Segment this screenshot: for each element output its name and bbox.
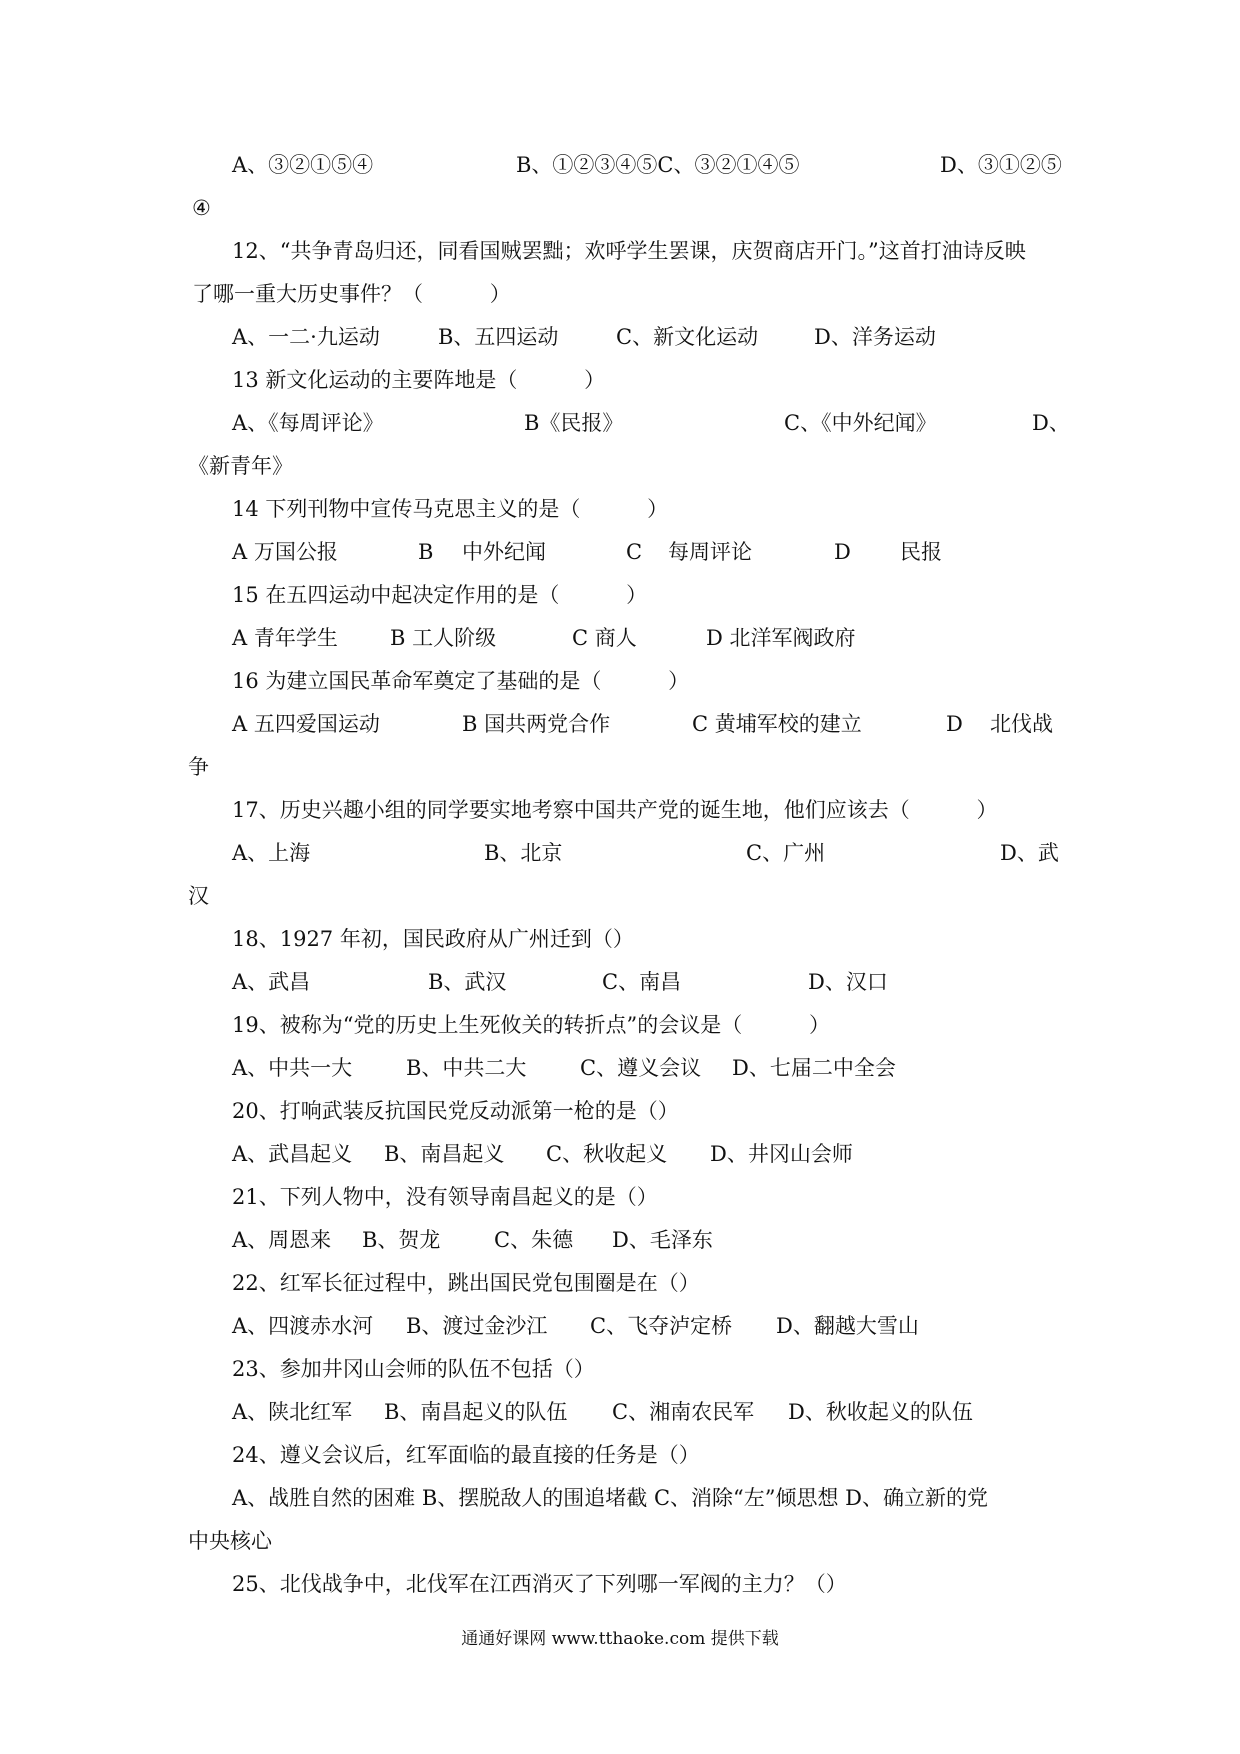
continuation: 中央核心 [188, 1529, 272, 1553]
continuation: 《新青年》 [188, 454, 293, 478]
option-c: C、湘南农民军 [612, 1400, 755, 1424]
option-d: D、洋务运动 [814, 325, 936, 349]
question-text: 25、北伐战争中，北伐军在江西消灭了下列哪一军阀的主力？（） [232, 1572, 847, 1596]
continuation: 汉 [188, 884, 209, 908]
option-d: D、汉口 [808, 970, 888, 994]
continuation: ④ [192, 196, 211, 220]
option-c: C、朱德 [494, 1228, 574, 1252]
text-line [0, 1520, 1240, 1563]
option-c: C、《中外纪闻》 [784, 411, 937, 435]
option-c-text: 每周评论 [668, 540, 752, 564]
option-d: D、翻越大雪山 [776, 1314, 919, 1338]
option-c: C、遵义会议 [580, 1056, 702, 1080]
text-line [0, 875, 1240, 918]
options-17 [0, 832, 1240, 875]
options-12 [0, 316, 1240, 359]
question-text: 12、“共争青岛归还，同看国贼罢黜；欢呼学生罢课，庆贺商店开门。”这首打油诗反映 [232, 239, 1026, 263]
question-text: 了哪一重大历史事件？（ ） [192, 282, 511, 306]
option-c: C、飞夺泸定桥 [590, 1314, 733, 1338]
option-d: D、③①②⑤ [940, 153, 1062, 177]
question-text: 22、红军长征过程中，跳出国民党包围圈是在（） [232, 1271, 700, 1295]
option-d: D、 [1032, 411, 1070, 435]
option-b: B《民报》 [524, 411, 624, 435]
question-12 [0, 230, 1240, 273]
option-d: D、井冈山会师 [710, 1142, 853, 1166]
text-line [0, 273, 1240, 316]
options-23 [0, 1391, 1240, 1434]
option-c: C 黄埔军校的建立 [692, 712, 862, 736]
text-line [0, 445, 1240, 488]
options-16 [0, 703, 1240, 746]
options-19 [0, 1047, 1240, 1090]
question-text: 20、打响武装反抗国民党反动派第一枪的是（） [232, 1099, 679, 1123]
question-13 [0, 359, 1240, 402]
option-d: D、武 [1000, 841, 1059, 865]
text-line [0, 144, 1240, 187]
question-text: 19、被称为“党的历史上生死攸关的转折点”的会议是（ ） [232, 1013, 830, 1037]
option-b: B 国共两党合作 [462, 712, 611, 736]
question-14 [0, 488, 1240, 531]
question-text: 17、历史兴趣小组的同学要实地考察中国共产党的诞生地，他们应该去（ ） [232, 798, 998, 822]
option-d-letter: D [946, 712, 963, 736]
question-25 [0, 1563, 1240, 1606]
option-a: A、③②①⑤④ [232, 153, 374, 177]
option-b: B、五四运动 [438, 325, 559, 349]
options-14 [0, 531, 1240, 574]
option-c: C、新文化运动 [616, 325, 759, 349]
option-d: D、秋收起义的队伍 [788, 1400, 973, 1424]
option-c: C、广州 [746, 841, 826, 865]
option-b: B、南昌起义的队伍 [384, 1400, 568, 1424]
option-d-text: 民报 [900, 540, 942, 564]
question-text: 21、下列人物中，没有领导南昌起义的是（） [232, 1185, 658, 1209]
option-c: C、南昌 [602, 970, 682, 994]
text-line [0, 187, 1240, 230]
option-c-letter: C [626, 540, 643, 564]
option-b-text: 中外纪闻 [462, 540, 546, 564]
question-20 [0, 1090, 1240, 1133]
options-text: A、战胜自然的困难 B、摆脱敌人的围追堵截 C、消除“左”倾思想 D、确立新的党 [232, 1486, 988, 1510]
option-d: D、毛泽东 [612, 1228, 713, 1252]
option-c: C 商人 [572, 626, 637, 650]
question-19 [0, 1004, 1240, 1047]
options-22 [0, 1305, 1240, 1348]
option-d: D、七届二中全会 [732, 1056, 896, 1080]
question-text: 13 新文化运动的主要阵地是（ ） [232, 368, 606, 392]
option-d: D 北洋军阀政府 [706, 626, 856, 650]
options-18 [0, 961, 1240, 1004]
option-a: A、四渡赤水河 [232, 1314, 374, 1338]
page-footer: 通通好课网 www.tthaoke.com 提供下载 [461, 1629, 779, 1649]
question-17 [0, 789, 1240, 832]
options-21 [0, 1219, 1240, 1262]
question-text: 16 为建立国民革命军奠定了基础的是（ ） [232, 669, 690, 693]
question-15 [0, 574, 1240, 617]
option-d-letter: D [834, 540, 851, 564]
text-line [0, 746, 1240, 789]
question-18 [0, 918, 1240, 961]
option-a: A、《每周评论》 [232, 411, 384, 435]
continuation: 争 [188, 755, 209, 779]
option-b: B、贺龙 [362, 1228, 441, 1252]
option-b: B 工人阶级 [390, 626, 497, 650]
option-a: A 五四爱国运动 [232, 712, 380, 736]
option-a: A、上海 [232, 841, 311, 865]
question-22 [0, 1262, 1240, 1305]
options-20 [0, 1133, 1240, 1176]
question-23 [0, 1348, 1240, 1391]
option-a: A 青年学生 [232, 626, 338, 650]
option-a: A、武昌起义 [232, 1142, 353, 1166]
question-text: 18、1927 年初，国民政府从广州迁到（） [232, 927, 634, 951]
options-24 [0, 1477, 1240, 1520]
option-a: A、陕北红军 [232, 1400, 353, 1424]
option-b: B、中共二大 [406, 1056, 527, 1080]
option-b: B、武汉 [428, 970, 507, 994]
question-text: 14 下列刊物中宣传马克思主义的是（ ） [232, 497, 669, 521]
question-text: 23、参加井冈山会师的队伍不包括（） [232, 1357, 595, 1381]
option-a: A、中共一大 [232, 1056, 353, 1080]
option-a: A 万国公报 [232, 540, 338, 564]
option-c: C、秋收起义 [546, 1142, 668, 1166]
question-text: 15 在五四运动中起决定作用的是（ ） [232, 583, 648, 607]
option-b: B、南昌起义 [384, 1142, 505, 1166]
question-21 [0, 1176, 1240, 1219]
option-a: A、周恩来 [232, 1228, 332, 1252]
option-d-text: 北伐战 [990, 712, 1053, 736]
options-15 [0, 617, 1240, 660]
option-b-letter: B [418, 540, 434, 564]
option-bc: B、①②③④⑤C、③②①④⑤ [516, 153, 800, 177]
option-b: B、北京 [484, 841, 563, 865]
option-b: B、渡过金沙江 [406, 1314, 548, 1338]
question-24 [0, 1434, 1240, 1477]
option-a: A、武昌 [232, 970, 311, 994]
option-a: A、一二·九运动 [232, 325, 380, 349]
question-text: 24、遵义会议后，红军面临的最直接的任务是（） [232, 1443, 700, 1467]
question-16 [0, 660, 1240, 703]
options-13 [0, 402, 1240, 445]
